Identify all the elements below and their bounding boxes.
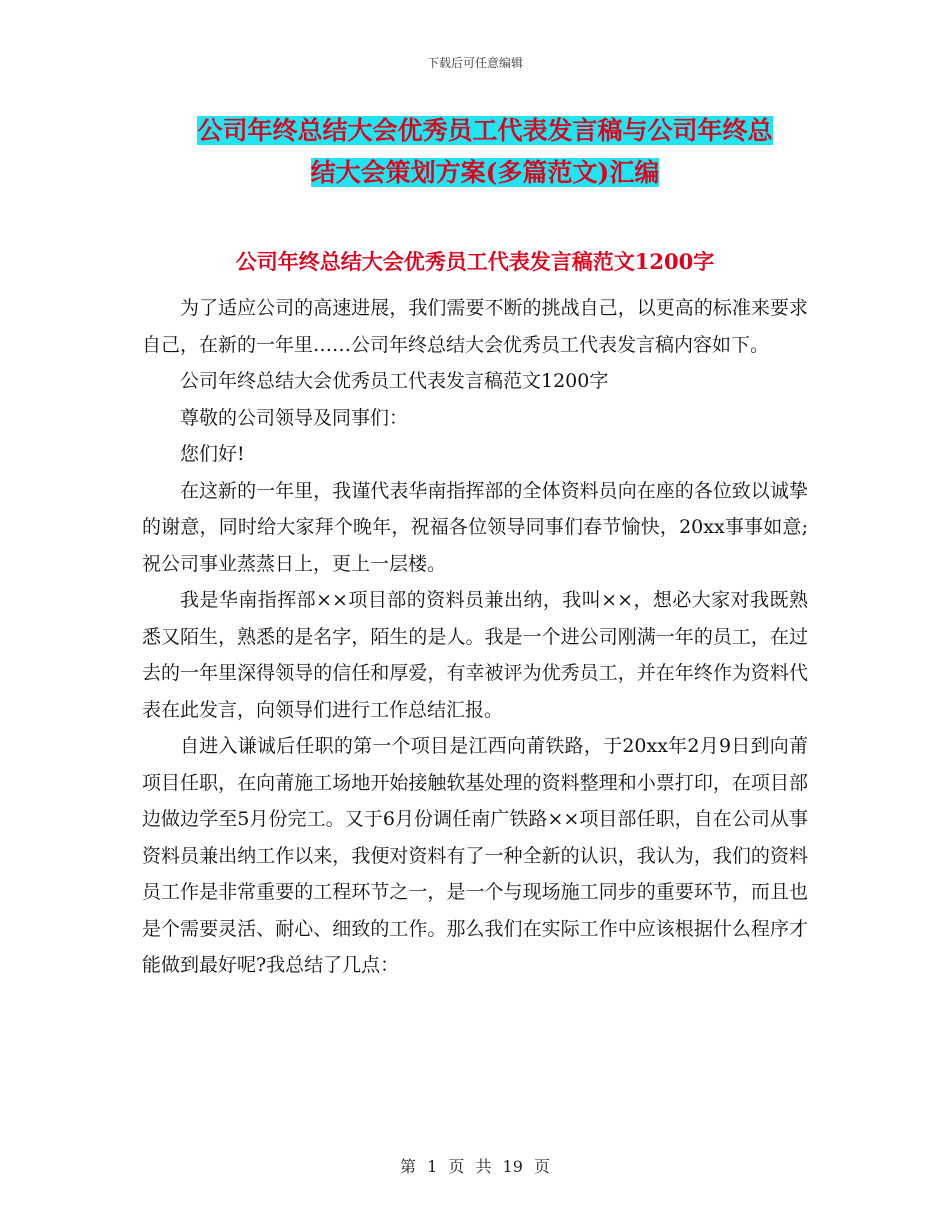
section-heading: 公司年终总结大会优秀员工代表发言稿范文1200字 — [235, 249, 715, 274]
page-number: 第 1 页 共 19 页 — [400, 1157, 550, 1176]
paragraph-salutation: 尊敬的公司领导及同事们： — [180, 406, 409, 429]
paragraph-intro: 为了适应公司的高速进展，我们需要不断的挑战自己，以更高的标准来要求自己，在新的一年里……公司年终总结大会优秀员工代表发言稿内容如下。 — [142, 297, 808, 356]
document-body — [142, 290, 808, 984]
header-note: 下载后可任意编辑 — [426, 56, 523, 70]
document-title — [140, 110, 830, 194]
paragraph-work-history: 自进入谦诚后任职的第一个项目是江西向莆铁路，于20xx年2月9日到向莆项目任职，在向莆施工场地开始接触软基处理的资料整理和小票打印，在项目部边做边学至5月份完工。又于6月份调任南广铁路××项目部任职，自在公司从事资料员兼出纳工作以来，我便对资料有了一种全新的认识，我认为，我们的资料员工作是非常重要的工程环节之一，是一个与现场施工同步的重要环节，而且也是个需要灵活、耐心、细致的工作。那么我们在实际工作中应该根据什么程序才能做到最好呢?我总结了几点： — [142, 735, 808, 976]
title-line-2: 结大会策划方案(多篇范文)汇编 — [310, 158, 660, 187]
title-line-1: 公司年终总结大会优秀员工代表发言稿与公司年终总 — [197, 116, 773, 145]
paragraph-self-intro: 我是华南指挥部××项目部的资料员兼出纳，我叫××，想必大家对我既熟悉又陌生，熟悉的是名字，陌生的是人。我是一个进公司刚满一年的员工，在过去的一年里深得领导的信任和厚爱，有幸被评为优秀员工，并在年终作为资料代表在此发言，向领导们进行工作总结汇报。 — [142, 589, 808, 721]
paragraph-greeting: 您们好! — [180, 443, 245, 465]
paragraph-new-year: 在这新的一年里，我谨代表华南指挥部的全体资料员向在座的各位致以诚挚的谢意，同时给大家拜个晚年，祝福各位领导同事们春节愉快，20xx事事如意;祝公司事业蒸蒸日上，更上一层楼。 — [142, 479, 808, 575]
paragraph-repeat-heading: 公司年终总结大会优秀员工代表发言稿范文1200字 — [180, 370, 609, 392]
